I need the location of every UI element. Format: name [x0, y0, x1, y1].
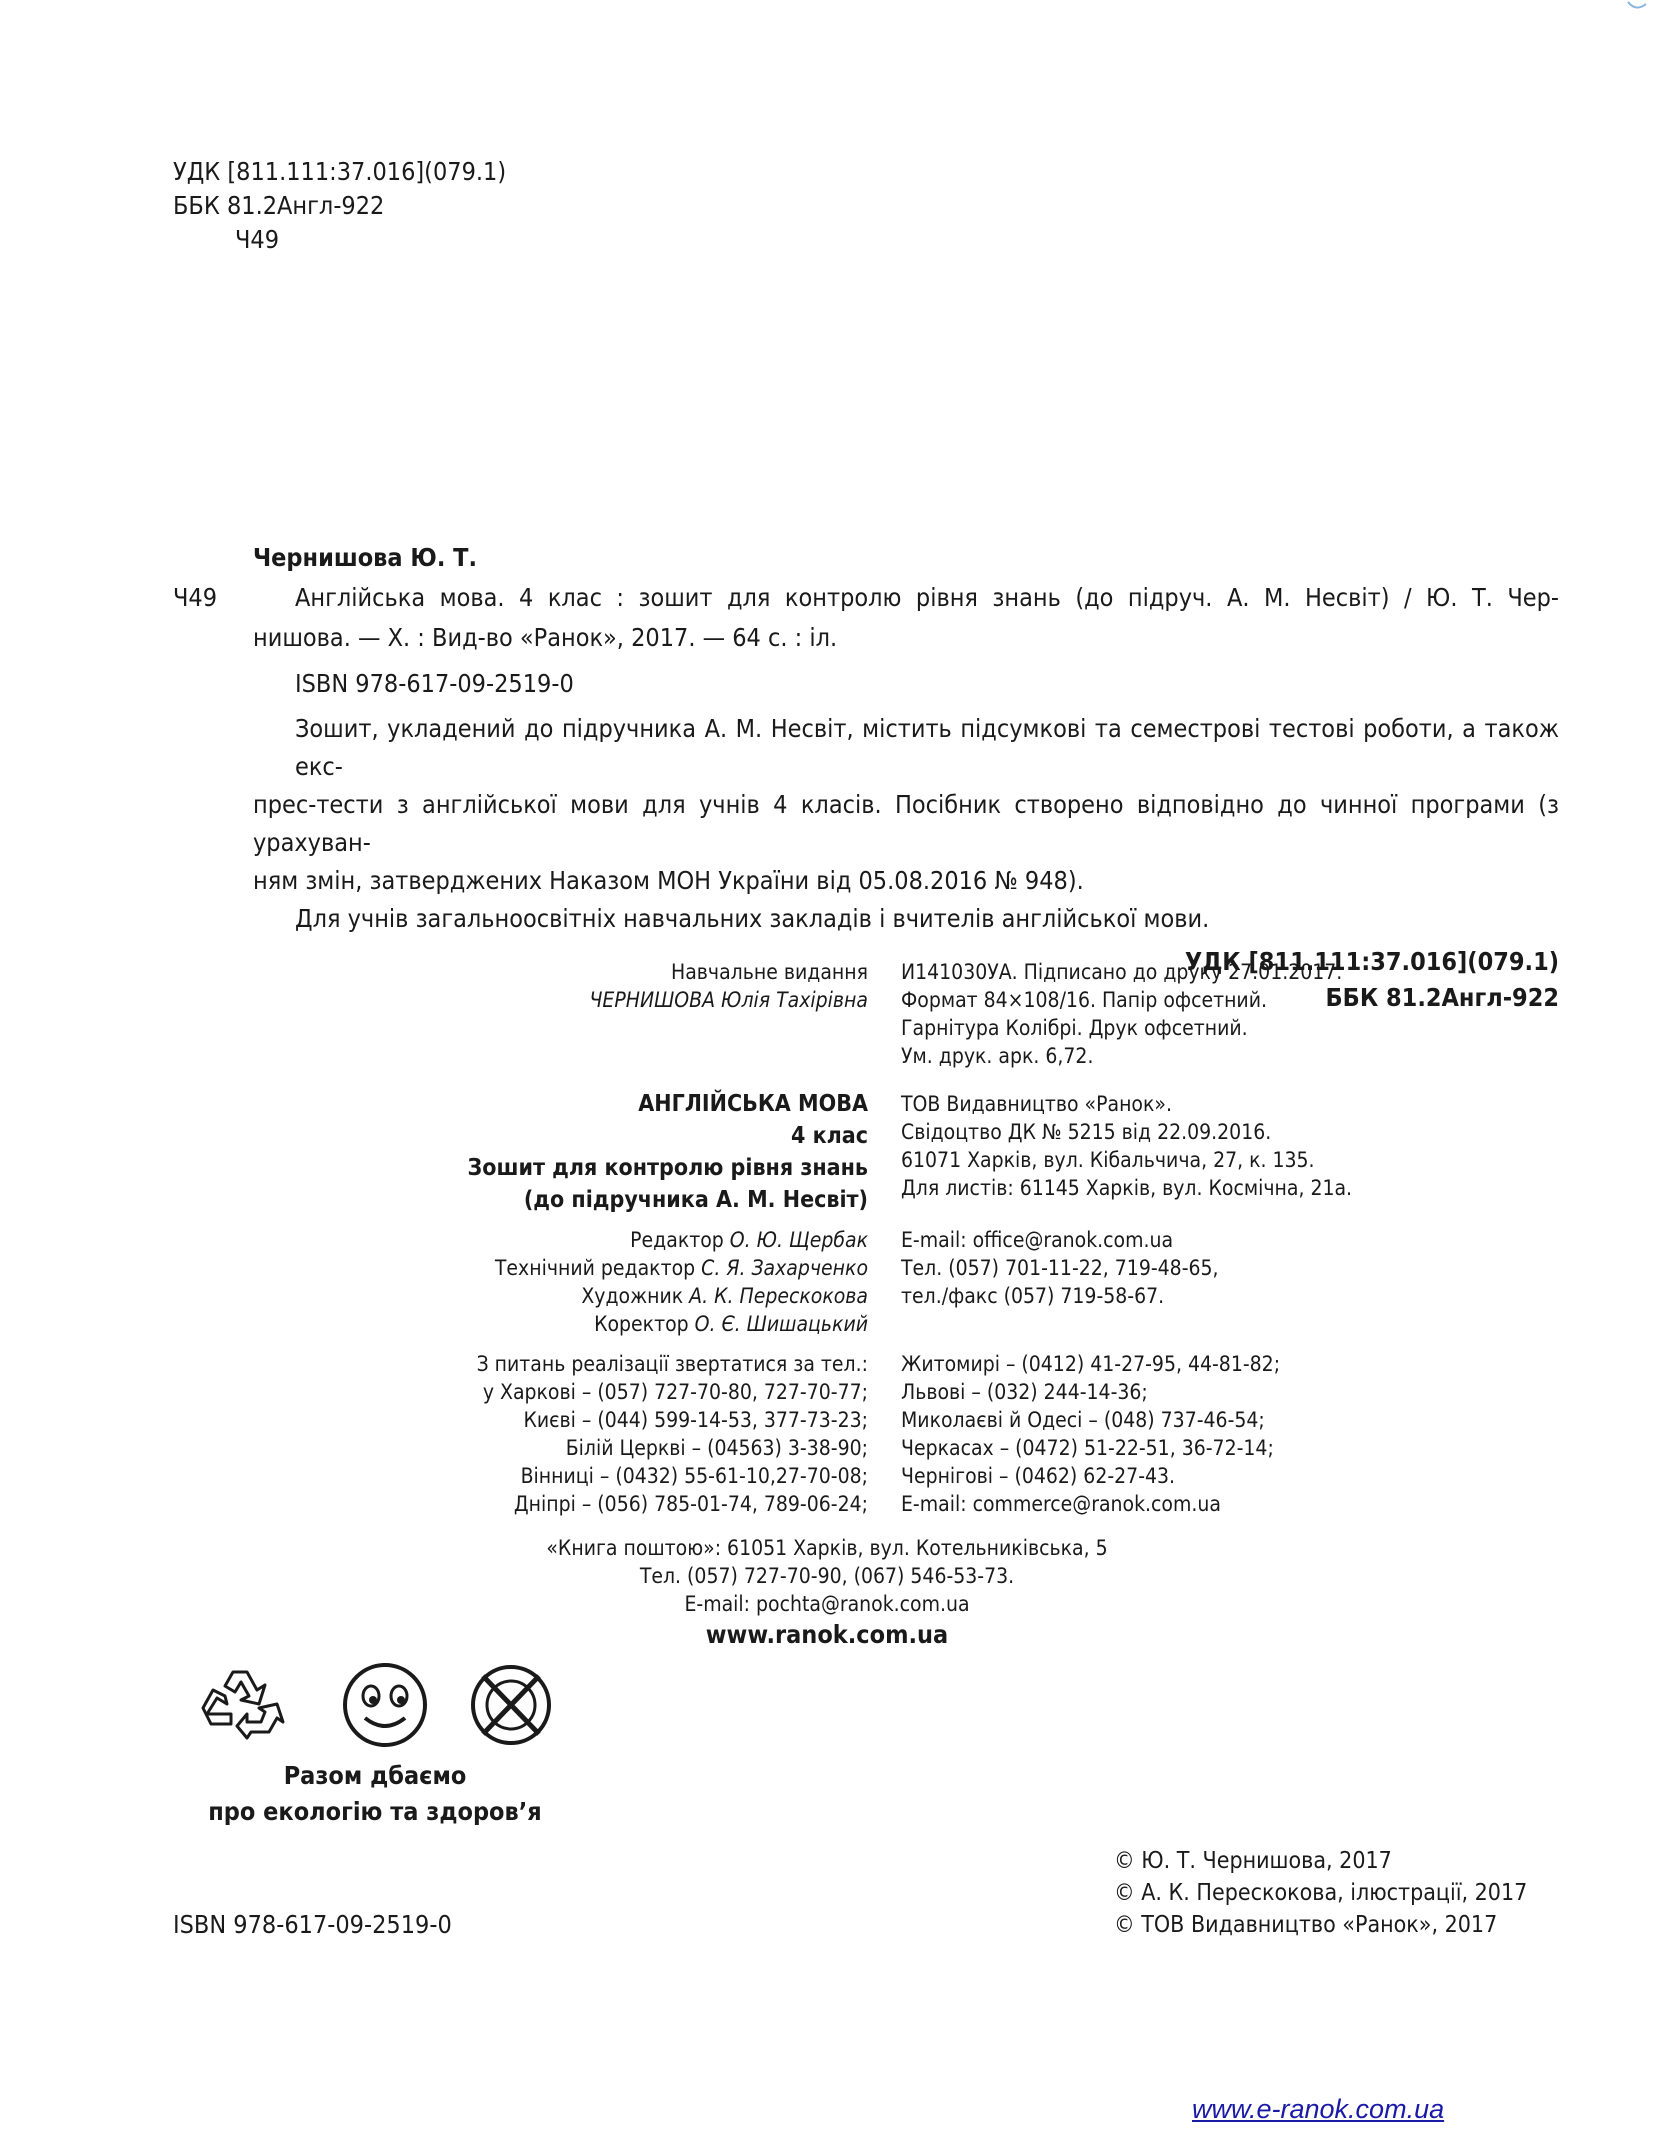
- no-sign-icon: [473, 1667, 549, 1743]
- author-mark: Ч49: [173, 583, 218, 612]
- author-mark: Ч49: [235, 225, 280, 254]
- edition-type: Навчальне видання: [671, 960, 868, 984]
- sales-contacts-left: [477, 1350, 868, 1518]
- contact-line: Тел. (057) 701-11-22, 719-48-65,: [901, 1256, 1219, 1280]
- isbn-bottom: ISBN 978-617-09-2519-0: [173, 1910, 452, 1939]
- print-info: [901, 958, 1342, 1070]
- sales-line: Черкасах – (0472) 51-22-51, 36-72-14;: [901, 1436, 1274, 1460]
- print-info-line: И141030УА. Підписано до друку 27.01.2017.: [901, 960, 1343, 984]
- staff-row: [495, 1282, 868, 1310]
- sales-line: E-mail: commerce@ranok.com.ua: [901, 1492, 1221, 1516]
- sales-line: у Харкові – (057) 727-70-80, 727-70-77;: [482, 1380, 868, 1404]
- copyright-line: © Ю. Т. Чернишова, 2017: [1114, 1848, 1392, 1874]
- staff-row: [495, 1254, 868, 1282]
- bibliographic-entry: [173, 538, 1559, 1016]
- udk-code: УДК [811.111:37.016](079.1): [173, 157, 507, 186]
- smiley-icon: [345, 1665, 425, 1745]
- copyright-line: © ТОВ Видавництво «Ранок», 2017: [1114, 1912, 1498, 1938]
- website-link[interactable]: www.ranok.com.ua: [705, 1620, 949, 1649]
- copyright-line: © А. К. Перескокова, ілюстрації, 2017: [1114, 1880, 1528, 1906]
- book-title: АНГЛІЙСЬКА МОВА: [638, 1091, 868, 1117]
- eco-slogan-line: про екологію та здоров’я: [208, 1797, 542, 1826]
- book-grade: 4 клас: [790, 1123, 868, 1149]
- description-line: ням змін, затверджених Наказом МОН України від 05.08.2016 № 948).: [253, 866, 1084, 895]
- author-full-name: ЧЕРНИШОВА Юлія Тахірівна: [589, 988, 868, 1012]
- audience: Для учнів загальноосвітніх навчальних закладів і вчителів англійської мови.: [295, 904, 1210, 933]
- staff-role: Художник: [581, 1284, 684, 1308]
- staff-role: Редактор: [630, 1228, 724, 1252]
- book-subtitle: Зошит для контролю рівня знань: [467, 1155, 868, 1181]
- sales-line: Вінниці – (0432) 55-61-10,27-70-08;: [520, 1464, 868, 1488]
- staff-role: Коректор: [594, 1312, 689, 1336]
- contact-line: тел./факс (057) 719-58-67.: [901, 1284, 1165, 1308]
- sales-line: Дніпрі – (056) 785-01-74, 789-06-24;: [513, 1492, 868, 1516]
- publisher-line: 61071 Харків, вул. Кібальчича, 27, к. 135.: [901, 1148, 1315, 1172]
- staff-name: С. Я. Захарченко: [701, 1256, 868, 1280]
- publisher-info: [901, 1090, 1352, 1202]
- top-classification: [173, 155, 506, 257]
- sales-line: Миколаєві й Одесі – (048) 737-46-54;: [901, 1408, 1265, 1432]
- corner-mark-icon: [1620, 0, 1650, 14]
- author-heading: Чернишова Ю. Т.: [253, 543, 478, 572]
- staff-name: О. Ю. Щербак: [729, 1228, 868, 1252]
- sales-line: Чернігові – (0462) 62-27-43.: [901, 1464, 1176, 1488]
- mail-order-email: E-mail: pochta@ranok.com.ua: [684, 1592, 970, 1616]
- eco-icons: [195, 1660, 555, 1750]
- recycle-icon: [203, 1672, 283, 1738]
- contact-info: [901, 1226, 1219, 1310]
- eco-slogan-line: Разом дбаємо: [283, 1761, 467, 1790]
- entry-line: Англійська мова. 4 клас : зошит для контролю рівня знань (до підруч. А. М. Несвіт) / Ю. Т. Чер-: [295, 583, 1559, 612]
- entry-line: нишова. — Х. : Вид-во «Ранок», 2017. — 64 с. : іл.: [253, 623, 838, 652]
- mail-order-block: [0, 1534, 1654, 1652]
- publisher-line: ТОВ Видавництво «Ранок».: [901, 1092, 1172, 1116]
- sales-line: Львові – (032) 244-14-36;: [901, 1380, 1148, 1404]
- sales-line: З питань реалізації звертатися за тел.:: [476, 1352, 868, 1376]
- isbn: ISBN 978-617-09-2519-0: [295, 669, 574, 698]
- contact-line: E-mail: office@ranok.com.ua: [901, 1228, 1174, 1252]
- description-line: Зошит, укладений до підручника А. М. Несвіт, містить підсумкові та семестрові тестові роботи, а також екс-: [295, 714, 1559, 781]
- publisher-line: Свідоцтво ДК № 5215 від 22.09.2016.: [901, 1120, 1272, 1144]
- mail-order-address: «Книга поштою»: 61051 Харків, вул. Котельниківська, 5: [546, 1536, 1108, 1560]
- staff-list: [495, 1226, 868, 1338]
- mail-order-phone: Тел. (057) 727-70-90, (067) 546-53-73.: [639, 1564, 1015, 1588]
- sales-line: Житомирі – (0412) 41-27-95, 44-81-82;: [901, 1352, 1281, 1376]
- footer-website-link[interactable]: www.e-ranok.com.ua: [1192, 2094, 1445, 2124]
- staff-name: О. Є. Шишацький: [694, 1312, 868, 1336]
- book-title-block: [468, 1088, 868, 1216]
- print-info-line: Формат 84×108/16. Папір офсетний.: [901, 988, 1267, 1012]
- sales-line: Києві – (044) 599-14-53, 377-73-23;: [523, 1408, 868, 1432]
- bbk-code: ББК 81.2Англ-922: [1325, 983, 1559, 1012]
- sales-contacts-right: [901, 1350, 1280, 1518]
- copyright-block: [1114, 1845, 1527, 1941]
- staff-row: [495, 1310, 868, 1338]
- print-info-line: Ум. друк. арк. 6,72.: [901, 1044, 1094, 1068]
- description-line: прес-тести з англійської мови для учнів 4 класів. Посібник створено відповідно до чинної програми (з урахуван-: [253, 790, 1559, 857]
- book-subtitle: (до підручника А. М. Несвіт): [523, 1187, 868, 1213]
- print-info-line: Гарнітура Колібрі. Друк офсетний.: [901, 1016, 1248, 1040]
- description: [173, 710, 1559, 900]
- bbk-code: ББК 81.2Англ-922: [173, 191, 385, 220]
- staff-role: Технічний редактор: [494, 1256, 696, 1280]
- staff-name: А. К. Перескокова: [689, 1284, 868, 1308]
- imprint-edition: [589, 958, 868, 1014]
- eco-slogan: [175, 1758, 575, 1830]
- publisher-line: Для листів: 61145 Харків, вул. Космічна, 21а.: [901, 1176, 1353, 1200]
- udk-code: УДК [811.111:37.016](079.1): [1184, 947, 1559, 976]
- sales-line: Білій Церкві – (04563) 3-38-90;: [565, 1436, 868, 1460]
- staff-row: [495, 1226, 868, 1254]
